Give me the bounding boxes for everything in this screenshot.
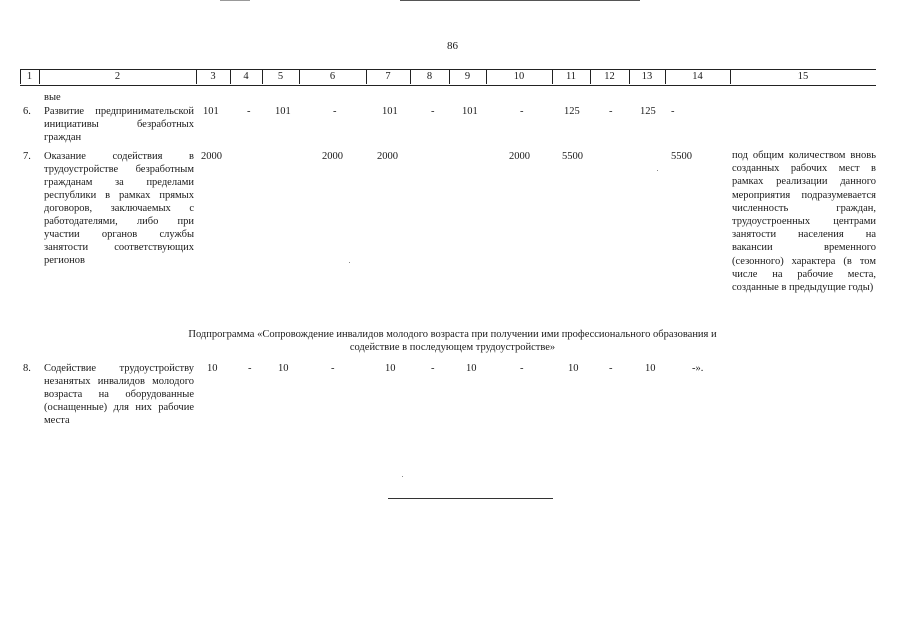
cell-c3: 2000 (201, 151, 222, 162)
top-rule (400, 0, 640, 1)
cell-c14: -». (692, 363, 704, 374)
row-number: 6. (23, 106, 31, 117)
scan-speck (657, 170, 658, 171)
cell-c11: 10 (568, 363, 579, 374)
closing-rule (388, 498, 553, 499)
cell-c13: 10 (645, 363, 656, 374)
cell-c6: - (331, 363, 335, 374)
row-description: Оказание содействия в трудоустройстве безработным гражданам за пределами республики в рамках прямых договоров, заключаемых с работодателями, либо при участии органов службы занятости соответствующих регионов (44, 151, 194, 266)
cell-c12: - (609, 106, 613, 117)
cell-c11: 125 (564, 106, 580, 117)
row-description: Развитие предпринимательской инициативы безработных граждан (44, 106, 194, 143)
subprogram-title-line2: содействие в последующем трудоустройстве» (349, 342, 556, 353)
cell-c8: - (431, 106, 435, 117)
scan-speck (402, 476, 403, 477)
top-scan-mark (220, 0, 250, 1)
cell-c6: - (333, 106, 337, 117)
cell-c10: - (520, 106, 524, 117)
header-col-9: 9 (464, 71, 471, 82)
cell-c3: 10 (207, 363, 218, 374)
header-col-1: 1 (26, 71, 33, 82)
page-number: 86 (447, 40, 458, 52)
header-col-4: 4 (243, 71, 249, 82)
subprogram-title (0, 328, 905, 354)
header-col-10: 10 (513, 71, 525, 82)
cell-c10: 2000 (509, 151, 530, 162)
header-col-7: 7 (385, 71, 391, 82)
cell-c11: 5500 (562, 151, 583, 162)
cell-c10: - (520, 363, 524, 374)
carryover-text: вые (44, 92, 61, 103)
cell-c4: - (247, 106, 251, 117)
row-number: 8. (23, 363, 31, 374)
cell-c6: 2000 (322, 151, 343, 162)
row-description: Содействие трудоустройству незанятых инвалидов молодого возраста на оборудованные (оснащенные) для них рабочие места (44, 363, 194, 426)
header-col-6: 6 (329, 71, 336, 82)
cell-c4: - (248, 363, 252, 374)
row-note: под общим количеством вновь созданных рабочих мест в рамках реализации данного мероприятия подразумевается численность граждан, трудоустроенных центрами занятости населения на вакансии временного (сезонного) характера (в том числе на рабочие места, созданные в предыдущие годы) (732, 150, 876, 294)
cell-c9: 101 (462, 106, 478, 117)
cell-c7: 101 (382, 106, 398, 117)
cell-c7: 2000 (377, 151, 398, 162)
header-col-15: 15 (797, 71, 809, 82)
table-header (20, 69, 876, 84)
header-col-3: 3 (210, 71, 216, 82)
cell-c14: - (671, 106, 675, 117)
cell-c5: 101 (275, 106, 291, 117)
cell-c5: 10 (278, 363, 289, 374)
cell-c13: 125 (640, 106, 656, 117)
cell-c7: 10 (385, 363, 396, 374)
header-col-8: 8 (426, 71, 433, 82)
cell-c8: - (431, 363, 435, 374)
scan-speck (349, 262, 350, 263)
cell-c12: - (609, 363, 613, 374)
cell-c14: 5500 (671, 151, 692, 162)
header-col-5: 5 (277, 71, 284, 82)
cell-c3: 101 (203, 106, 219, 117)
header-col-12: 12 (604, 71, 615, 82)
header-col-13: 13 (641, 71, 653, 82)
header-col-11: 11 (565, 71, 577, 82)
subprogram-title-line1: Подпрограмма «Сопровождение инвалидов молодого возраста при получении ими профессионального образования и (188, 329, 717, 340)
header-col-2: 2 (114, 71, 121, 82)
cell-c9: 10 (466, 363, 477, 374)
row-number: 7. (23, 151, 31, 162)
header-col-14: 14 (692, 71, 703, 82)
